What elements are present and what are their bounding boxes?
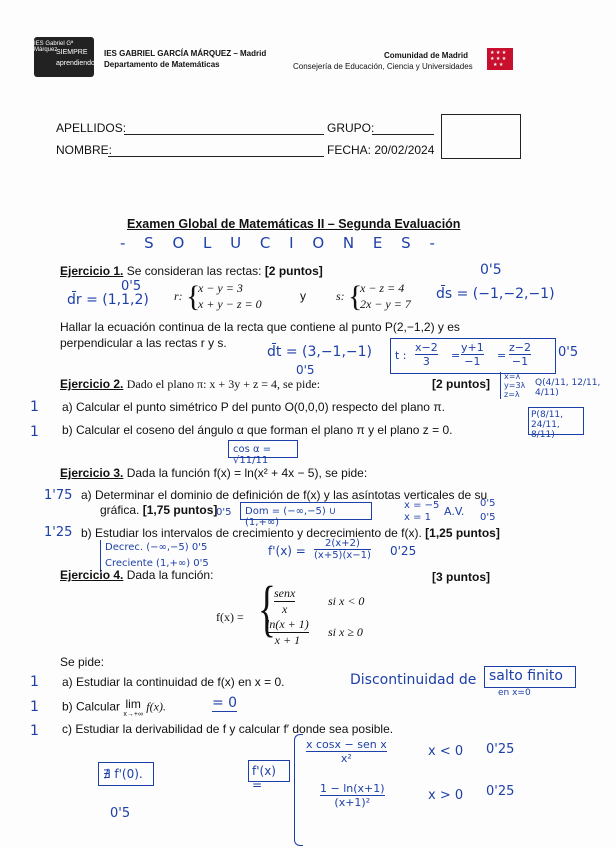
department-name: Departamento de Matemáticas bbox=[104, 60, 220, 69]
ex4-hw-brace bbox=[294, 734, 303, 846]
school-name: IES GABRIEL GARCÍA MÁRQUEZ – Madrid bbox=[104, 49, 267, 58]
ex4-hw-fp2 bbox=[320, 782, 385, 809]
ex3-score-decrec: 0'5 bbox=[191, 542, 208, 553]
ex4-case2-cond: si x ≥ 0 bbox=[328, 625, 363, 639]
ex1-question-2: perpendicular a las rectas r y s. bbox=[60, 336, 227, 350]
ex4-case2-den: x + 1 bbox=[274, 633, 301, 647]
ex1-points: [2 puntos] bbox=[264, 264, 323, 278]
ex4-case1-den: x bbox=[282, 602, 288, 616]
ex2-score-a: 1 bbox=[30, 399, 39, 415]
ex3-hw-fprime-num: 2(x+2) bbox=[314, 538, 371, 550]
ex3-a-2: gráfica. bbox=[100, 503, 140, 517]
ex2-b: b) Calcular el coseno del ángulo α que forman el plano π y el plano z = 0. bbox=[62, 423, 453, 437]
ex3-hw-av-label: A.V. bbox=[444, 505, 465, 518]
ex1-score-t: 0'5 bbox=[558, 345, 579, 360]
ex3-a-points: [1,75 puntos] bbox=[142, 503, 218, 517]
ex4-score-a: 1 bbox=[30, 674, 39, 690]
ex3-hw-fprime-den: (x+5)(x−1) bbox=[314, 550, 371, 561]
ex4-hw-fp2-score: 0'25 bbox=[486, 784, 515, 799]
ex2-hw-Q: Q(4/11, 12/11, 4/11) bbox=[535, 378, 601, 398]
ex4-b-text: b) Calcular bbox=[62, 699, 121, 714]
ex4-hw-en: en x=0 bbox=[498, 688, 531, 698]
ex1-statement: Se consideran las rectas: bbox=[126, 264, 262, 278]
ex1-score-dr: 0'5 bbox=[121, 279, 142, 294]
ex3-score-dom: 0'5 bbox=[216, 507, 232, 518]
ex3-hw-crec: Creciente (1,+∞) bbox=[105, 558, 191, 569]
ex4-statement: Dada la función: bbox=[126, 568, 214, 582]
ex4-score-nof: 0'5 bbox=[110, 806, 131, 821]
ex4-b-lim: lim bbox=[125, 697, 141, 711]
ex3-hw-decrec: Decrec. (−∞,−5) bbox=[105, 542, 189, 553]
ex3-score-crec: 0'5 bbox=[193, 558, 209, 569]
ex1-hw-t-box: t : $\frac{x-2}{3}$ = $\frac{y+1}{-1}$ = $\frac{z-2}{-1}$ bbox=[390, 338, 556, 374]
logo-text-1: SIEMPRE bbox=[56, 49, 88, 56]
nombre-line bbox=[108, 156, 324, 157]
ex4-hw-fp2-cond: x > 0 bbox=[428, 788, 464, 803]
ex2-statement: Dado el plano π: x + 3y + z = 4, se pide: bbox=[126, 377, 321, 391]
grupo-label: GRUPO: bbox=[327, 121, 375, 135]
ex1-hw-t-num1: x−2 bbox=[415, 341, 438, 354]
madrid-flag-icon: ★ ★ ★ ★ ★ ★ ★ ★ bbox=[487, 48, 513, 70]
ex2-line bbox=[60, 377, 320, 392]
ex3-hw-dom: Dom = (−∞,−5) ∪ (1,+∞) bbox=[240, 502, 372, 520]
ex4-case2 bbox=[266, 617, 309, 648]
ex4-score-c: 1 bbox=[30, 723, 39, 739]
ex1-heading: Ejercicio 1. bbox=[60, 264, 124, 278]
ex3-score-b: 1'25 bbox=[44, 525, 73, 540]
ex3-hw-av2: x = 1 bbox=[404, 512, 432, 523]
exam-title: Examen Global de Matemáticas II – Segunda Evaluación bbox=[127, 217, 461, 231]
ex3-hw-av1: x = −5 bbox=[404, 500, 440, 511]
grupo-line bbox=[372, 134, 434, 135]
ex2-hw-P: P(8/11, 24/11, 8/11) bbox=[528, 407, 584, 435]
ex2-hw-system: x=λ y=3λ z=λ bbox=[500, 372, 534, 399]
ex3-statement: Dada la función f(x) = ln(x² + 4x − 5), se pide: bbox=[126, 466, 368, 480]
ex1-hw-t-den1: 3 bbox=[422, 355, 430, 368]
ex3-b-points: [1,25 puntos] bbox=[425, 526, 500, 540]
school-logo bbox=[34, 37, 94, 77]
ex1-r-label: r: bbox=[174, 289, 183, 303]
ex4-b-sub: x→+∞ bbox=[123, 711, 143, 718]
ex4-hw-fp1 bbox=[306, 738, 387, 765]
ex4-hw-salto: salto finito bbox=[484, 666, 576, 688]
ex3-heading: Ejercicio 3. bbox=[60, 466, 124, 480]
ex1-hw-t-num3: z−2 bbox=[509, 341, 531, 354]
ex1-hw-t-den2: −1 bbox=[464, 355, 481, 368]
ex1-question-1: Hallar la ecuación continua de la recta que contiene al punto P(2,−1,2) y es bbox=[60, 320, 460, 334]
ex4-hw-fp1-num: x cosx − sen x bbox=[306, 738, 387, 751]
apellidos-label: APELLIDOS: bbox=[56, 121, 127, 135]
ex4-hw-fp2-num: 1 − ln(x+1) bbox=[320, 782, 385, 795]
ex3-score-a: 1'75 bbox=[44, 488, 73, 503]
ex4-hw-lim bbox=[212, 695, 237, 712]
ex3-score-av2: 0'5 bbox=[480, 512, 496, 523]
ex4-case1 bbox=[274, 586, 295, 617]
ex1-s-eq2: 2x − y = 7 bbox=[360, 297, 411, 311]
ex4-f-label: f(x) = bbox=[216, 610, 244, 624]
ex1-hw-dt: d̄t = (3,−1,−1) bbox=[267, 344, 373, 360]
ex4-case1-num: senx bbox=[274, 586, 296, 600]
ex4-hw-disc: Discontinuidad de bbox=[350, 672, 477, 688]
ex4-hw-fp2-den: (x+1)² bbox=[334, 796, 371, 809]
ex4-heading: Ejercicio 4. bbox=[60, 568, 124, 582]
ex1-score-ds: 0'5 bbox=[480, 262, 502, 278]
ex1-s-brace: { bbox=[348, 280, 363, 313]
logo-text-2: aprendiendo bbox=[56, 60, 95, 67]
ex4-brace: { bbox=[257, 575, 276, 643]
ex1-hw-ds: d̄s = (−1,−2,−1) bbox=[436, 286, 555, 302]
ex3-hw-fprime-label: f'(x) = bbox=[268, 544, 306, 558]
ex1-s-eq1: x − z = 4 bbox=[360, 281, 405, 295]
ex1-r-brace: { bbox=[186, 280, 201, 313]
grade-box bbox=[441, 114, 521, 159]
fecha-label: FECHA: 20/02/2024 bbox=[327, 143, 435, 157]
ex4-case1-cond: si x < 0 bbox=[328, 594, 365, 608]
consejeria-name: Consejería de Educación, Ciencia y Universidades bbox=[293, 62, 473, 71]
ex3-b: b) Estudiar los intervalos de crecimiento y decrecimiento de f(x). bbox=[81, 526, 422, 540]
ex2-points: [2 puntos] bbox=[432, 377, 490, 391]
ex4-points: [3 puntos] bbox=[432, 570, 490, 584]
ex1-score-dt: 0'5 bbox=[296, 363, 315, 377]
ex1-hw-t-label: t : bbox=[395, 349, 407, 362]
ex4-hw-fp1-cond: x < 0 bbox=[428, 744, 464, 759]
ex4-se-pide: Se pide: bbox=[60, 655, 105, 669]
ex1-s-label: s: bbox=[336, 289, 345, 303]
ex4-case2-num: ln(x + 1) bbox=[266, 617, 309, 631]
ex1-r-eq2: x + y − z = 0 bbox=[198, 297, 262, 311]
ex3-hw-fprime bbox=[314, 538, 371, 561]
ex4-line bbox=[60, 568, 213, 582]
ex1-r-eq1: x − y = 3 bbox=[198, 281, 243, 295]
ex3-score-av: 0'5 bbox=[480, 498, 496, 509]
ex3-a-1: a) Determinar el dominio de definición de f(x) y las asíntotas verticales de su bbox=[81, 488, 488, 502]
apellidos-line bbox=[124, 134, 324, 135]
ex2-score-b: 1 bbox=[30, 424, 39, 440]
ex4-b-f: f(x). bbox=[146, 699, 166, 714]
ex1-hw-t-num2: y+1 bbox=[461, 341, 484, 354]
ex4-c: c) Estudiar la derivabilidad de f y calcular f′ donde sea posible. bbox=[62, 722, 394, 736]
region-name: Comunidad de Madrid bbox=[384, 51, 468, 60]
ex4-score-b: 1 bbox=[30, 699, 39, 715]
ex1-hw-dr: d̄r = (1,1,2) bbox=[67, 292, 149, 308]
ex4-hw-nof: ∄ f'(0). bbox=[98, 762, 154, 786]
ex3-score-fprime: 0'25 bbox=[390, 544, 417, 558]
ex2-a: a) Calcular el punto simétrico P del punto O(0,0,0) respecto del plano π. bbox=[62, 400, 445, 414]
solutions-banner: - S O L U C I O N E S - bbox=[120, 234, 442, 252]
ex2-hw-cos: cos α = √11/11 bbox=[228, 440, 298, 458]
ex4-hw-fp-label: f'(x) = bbox=[248, 760, 290, 782]
ex4-hw-lim-text: = 0 bbox=[212, 695, 238, 711]
logo-text-top: IES Gabriel Gª Márquez bbox=[34, 41, 74, 53]
ex4-b bbox=[62, 697, 166, 718]
ex2-heading: Ejercicio 2. bbox=[60, 377, 124, 391]
ex3-hw-av bbox=[404, 500, 439, 524]
ex4-a: a) Estudiar la continuidad de f(x) en x = 0. bbox=[62, 675, 285, 689]
ex4-hw-fp1-den: x² bbox=[340, 752, 352, 765]
ex1-line bbox=[60, 264, 323, 278]
ex1-and: y bbox=[300, 289, 306, 303]
nombre-label: NOMBRE: bbox=[56, 143, 113, 157]
ex3-line bbox=[60, 466, 367, 480]
ex1-hw-t-den3: −1 bbox=[511, 355, 529, 368]
ex4-hw-fp1-score: 0'25 bbox=[486, 742, 515, 757]
